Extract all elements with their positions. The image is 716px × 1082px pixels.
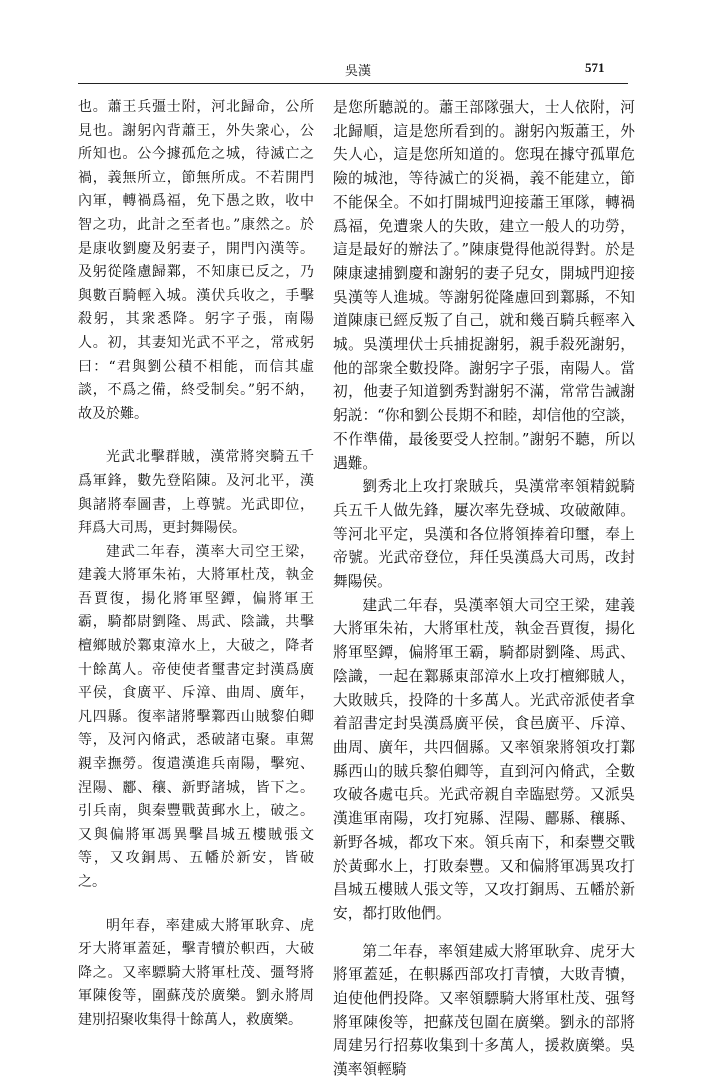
translation-paragraph-1: 是您所聽説的。蕭王部隊强大，士人依附，河北歸順，這是您所看到的。謝躬內叛蕭王，外失人心，這是您所知道的。您現在據守孤單危險的城池，等待滅亡的災禍，義不能建立，節不能保全。不如打開城門迎接蕭王軍隊，轉禍爲福，免遭衆人的失敗，建立一般人的功勞，這是最好的辦法了。”陳康覺得他説得對。於是陳康逮捕劉慶和謝躬的妻子兒女，開城門迎接吳漢等人進城。等謝躬從隆慮回到鄴縣，不知道陳康已經反叛了自己，就和幾百騎兵輕率入城。吳漢埋伏士兵捕捉謝躬，親手殺死謝躬，他的部衆全數投降。謝躬字子張，南陽人。當初，他妻子知道劉秀對謝躬不滿，常常告誡謝躬説：“你和劉公長期不和睦，却信他的空談，不作準備，最後要受人控制。”謝躬不聽，所以遇難。 [333, 99, 635, 472]
translation-paragraph-4: 第二年春，率領建威大將軍耿弇、虎牙大將軍蓋延，在軹縣西部攻打青犢，大敗青犢，迫使他們投降。又率領驃騎大將軍杜茂、强弩將軍陳俊等，把蘇茂包圍在廣樂。劉永的部將周建另行招募收集到十多萬人，援救廣樂。吳漢率領輕騎 [333, 942, 635, 1079]
classical-text-column [78, 96, 314, 1033]
page-number: 571 [585, 60, 605, 75]
classical-paragraph-3: 建武二年春，漢率大司空王梁，建義大將軍朱祐，大將軍杜茂，執金吾賈復，揚化將軍堅鐔，偏將軍王霸，騎都尉劉隆、馬武、陰識，共擊檀鄉賊於鄴東漳水上，大破之，降者十餘萬人。帝使使者璽書定封漢爲廣平侯，食廣平、斥漳、曲周、廣年，凡四縣。復率諸將擊鄴西山賊黎伯卿等，及河內脩武，悉破諸屯聚。車駕親幸撫勞。復遣漢進兵南陽，擊宛、涅陽、酈、穰、新野諸城，皆下之。引兵南，與秦豐戰黃郵水上，破之。又與偏將軍馮異擊昌城五樓賊張文等，又攻銅馬、五幡於新安，皆破之。 [78, 543, 314, 890]
classical-paragraph-1: 也。蕭王兵彊士附，河北歸命，公所見也。謝躬內背蕭王，外失衆心，公所知也。公今據孤危之城，待滅亡之禍，義無所立，節無所成。不若開門內軍，轉禍爲福，免下愚之敗，收中智之功，此計之至者也。”康然之。於是康收劉慶及躬妻子，開門內漢等。及躬從隆慮歸鄴，不知康已反之，乃與數百騎輕入城。漢伏兵收之，手擊殺躬，其衆悉降。躬字子張，南陽人。初，其妻知光武不平之，常戒躬曰：“君與劉公積不相能，而信其虛談，不爲之備，終受制矣。”躬不納，故及於難。 [78, 99, 314, 422]
translation-paragraph-2: 劉秀北上攻打衆賊兵，吳漢常率領精鋭騎兵五千人做先鋒，屢次率先登城、攻破敵陣。等河北平定，吳漢和各位將領捧着印璽，奉上帝號。光武帝登位，拜任吳漢爲大司馬，改封舞陽侯。 [333, 478, 635, 591]
classical-paragraph-2: 光武北擊群賊，漢常將突騎五千爲軍鋒，數先登陷陳。及河北平，漢與諸將奉圖書，上尊號。光武即位，拜爲大司馬，更封舞陽侯。 [78, 449, 314, 537]
running-title: 吳漢 [344, 64, 371, 79]
classical-paragraph-4: 明年春，率建威大將軍耿弇、虎牙大將軍蓋延，擊青犢於軹西，大破降之。又率驃騎大將軍杜茂、彊弩將軍陳俊等，圍蘇茂於廣樂。劉永將周建別招聚收集得十餘萬人，救廣樂。 [78, 917, 314, 1028]
translation-column [333, 96, 635, 1082]
translation-paragraph-3: 建武二年春，吳漢率領大司空王梁，建義大將軍朱祐，大將軍杜茂，執金吾賈復，揚化將軍堅鐔，偏將軍王霸，騎都尉劉隆、馬武、陰識，一起在鄴縣東部漳水上攻打檀鄉賊人，大敗賊兵，投降的十多萬人。光武帝派使者拿着詔書定封吳漢爲廣平侯，食邑廣平、斥漳、曲周、廣年，共四個縣。又率領衆將領攻打鄴縣西山的賊兵黎伯卿等，直到河內脩武，全數攻破各處屯兵。光武帝親自幸臨慰勞。又派吳漢進軍南陽，攻打宛縣、涅陽、酈縣、穰縣、新野各城，都攻下來。領兵南下，和秦豐交戰於黃郵水上，打敗秦豐。又和偏將軍馮異攻打昌城五樓賊人張文等，又攻打銅馬、五幡於新安，都打敗他們。 [333, 596, 635, 922]
header-rule [78, 83, 628, 84]
